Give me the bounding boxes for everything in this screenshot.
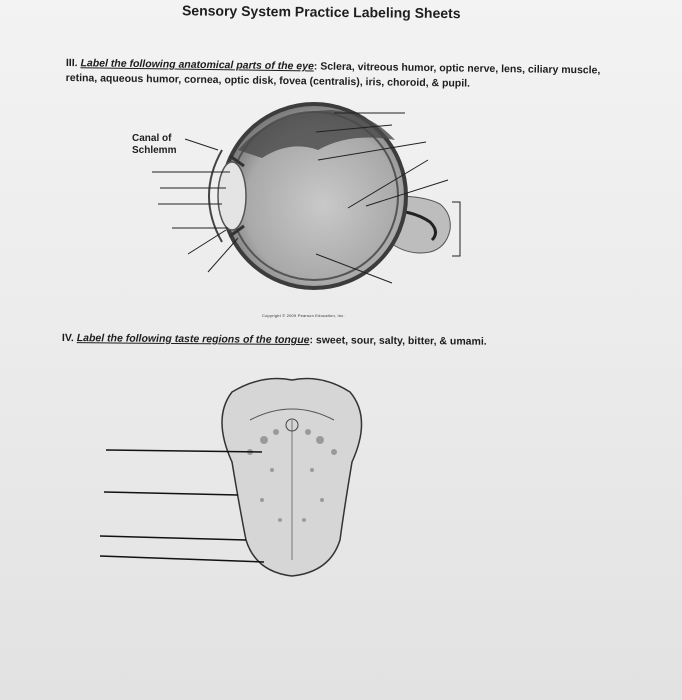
eye-question-number: III.: [65, 56, 78, 70]
eye-figure-copyright: Copyright © 2009 Pearson Education, Inc.: [262, 313, 345, 318]
canal-label-line2: Schlemm: [132, 145, 177, 156]
tongue-question-items: : sweet, sour, salty, bitter, & umami.: [309, 334, 487, 348]
tongue-question-instruction: Label the following taste regions of the tongue: [76, 332, 310, 347]
eye-question-instruction: Label the following anatomical parts of the eye: [80, 57, 314, 73]
tongue-question-number: IV.: [61, 332, 74, 345]
page-title: Sensory System Practice Labeling Sheets: [181, 2, 461, 22]
eye-question-items: : Sclera, vitreous humor, optic nerve, lens, ciliary muscle, retina, aqueous humor, cornea, optic disk, fovea (centralis), iris, choroid, & pupil.: [65, 60, 601, 90]
canal-label-line1: Canal of: [132, 133, 172, 144]
